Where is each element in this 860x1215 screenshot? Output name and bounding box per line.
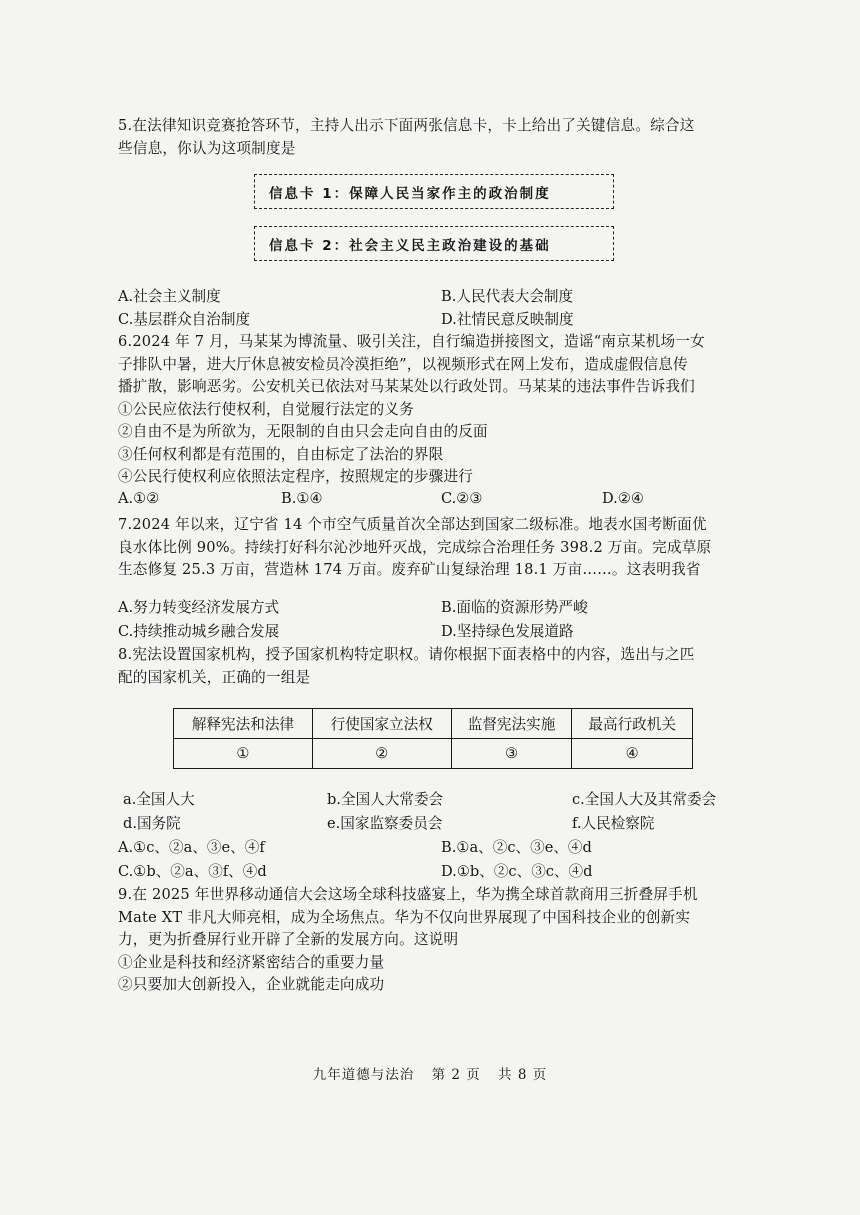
- q8-choice-a: a.全国人大: [123, 791, 195, 808]
- question-8-stem: [118, 644, 758, 689]
- table-cell: ③: [451, 739, 572, 769]
- q5-line: 些信息，你认为这项制度是: [118, 139, 296, 157]
- q8-choice-e: e.国家监察委员会: [327, 815, 443, 832]
- q8-option-b: B.①a、②c、③e、④d: [441, 839, 592, 856]
- q7-option-a: A.努力转变经济发展方式: [118, 599, 280, 616]
- q9-statement-2: ②只要加大创新投入，企业就能走向成功: [118, 976, 385, 993]
- footer-subject: 九年道德与法治: [312, 1067, 415, 1083]
- q8-choice-c: c.全国人大及其常委会: [572, 791, 717, 808]
- q6-option-a: A.①②: [118, 490, 160, 507]
- info-card-1: 信息卡 1：保障人民当家作主的政治制度: [254, 174, 614, 209]
- q5-option-a: A.社会主义制度: [118, 288, 221, 305]
- q6-statement-1: ①公民应依法行使权利，自觉履行法定的义务: [118, 400, 414, 418]
- q5-line: 5.在法律知识竞赛抢答环节，主持人出示下面两张信息卡，卡上给出了关键信息。综合这: [118, 117, 695, 134]
- q6-statement-2: ②自由不是为所欲为，无限制的自由只会走向自由的反面: [118, 423, 488, 440]
- q9-line: 力，更为折叠屏行业开辟了全新的发展方向。这说明: [118, 931, 459, 948]
- q6-statement-3: ③任何权利都是有范围的，自由标定了法治的界限: [118, 445, 444, 463]
- q6-line: 6.2024 年 7 月，马某某为博流量、吸引关注，自行编造拼接图文，造谣“南京某机场一女: [118, 333, 705, 350]
- q9-line: Mate XT 非凡大师亮相，成为全场焦点。华为不仅向世界展现了中国科技企业的创新实: [118, 908, 691, 926]
- q7-line: 生态修复 25.3 万亩，营造林 174 万亩。废弃矿山复绿治理 18.1 万亩……。这表明我省: [118, 561, 701, 578]
- q8-choice-d: d.国务院: [123, 815, 181, 832]
- question-5-stem: [118, 115, 758, 160]
- q8-option-a: A.①c、②a、③e、④f: [118, 839, 265, 856]
- q7-option-c: C.持续推动城乡融合发展: [118, 623, 280, 640]
- q5-option-c: C.基层群众自治制度: [118, 311, 251, 328]
- q6-line: 子排队中暑，进大厅休息被安检员冷漠拒绝”，以视频形式在网上发布，造成虚假信息传: [118, 355, 688, 373]
- q6-option-c: C.②③: [441, 490, 483, 507]
- q8-option-c: C.①b、②a、③f、④d: [118, 863, 267, 880]
- q7-line: 良水体比例 90%。持续打好科尔沁沙地歼灭战，完成综合治理任务 398.2 万亩。完成草原: [118, 538, 712, 556]
- q6-option-b: B.①④: [281, 490, 323, 507]
- q8-line: 配的国家机关，正确的一组是: [118, 668, 311, 686]
- footer-page-number: 第 2 页: [431, 1067, 481, 1083]
- q9-statement-1: ①企业是科技和经济紧密结合的重要力量: [118, 953, 385, 971]
- table-header-cell: 行使国家立法权: [312, 709, 451, 739]
- q8-choice-b: b.全国人大常委会: [327, 791, 444, 808]
- table-header-row: [174, 709, 693, 739]
- q7-option-d: D.坚持绿色发展道路: [441, 623, 574, 640]
- table-cell: ④: [572, 739, 693, 769]
- question-7-stem: [118, 514, 758, 582]
- q5-option-d: D.社情民意反映制度: [441, 311, 574, 328]
- q9-line: 9.在 2025 年世界移动通信大会这场全球科技盛宴上，华为携全球首款商用三折叠屏手机: [118, 886, 698, 903]
- q7-line: 7.2024 年以来，辽宁省 14 个市空气质量首次全部达到国家二级标准。地表水国考断面优: [118, 516, 707, 533]
- q7-option-b: B.面临的资源形势严峻: [441, 599, 588, 616]
- organ-power-table: [173, 708, 693, 769]
- info-card-2: 信息卡 2：社会主义民主政治建设的基础: [254, 226, 614, 261]
- footer-total-pages: 共 8 页: [498, 1067, 548, 1083]
- table-header-cell: 监督宪法实施: [451, 709, 572, 739]
- table-header-cell: 解释宪法和法律: [174, 709, 313, 739]
- table-header-cell: 最高行政机关: [572, 709, 693, 739]
- table-cell: ①: [174, 739, 313, 769]
- q8-option-d: D.①b、②c、③c、④d: [441, 863, 593, 880]
- question-9-stem: [118, 884, 758, 997]
- q6-line: 播扩散，影响恶劣。公安机关已依法对马某某处以行政处罚。马某某的违法事件告诉我们: [118, 378, 695, 395]
- table-cell: ②: [312, 739, 451, 769]
- q6-option-d: D.②④: [602, 490, 644, 507]
- q8-line: 8.宪法设置国家机构，授予国家机构特定职权。请你根据下面表格中的内容，选出与之匹: [118, 646, 695, 663]
- page-footer: [0, 1063, 860, 1083]
- table-row: [174, 739, 693, 769]
- q6-statement-4: ④公民行使权利应依照法定程序，按照规定的步骤进行: [118, 468, 474, 485]
- q5-option-b: B.人民代表大会制度: [441, 288, 574, 305]
- question-6-stem: [118, 331, 758, 489]
- q8-choice-f: f.人民检察院: [572, 815, 655, 832]
